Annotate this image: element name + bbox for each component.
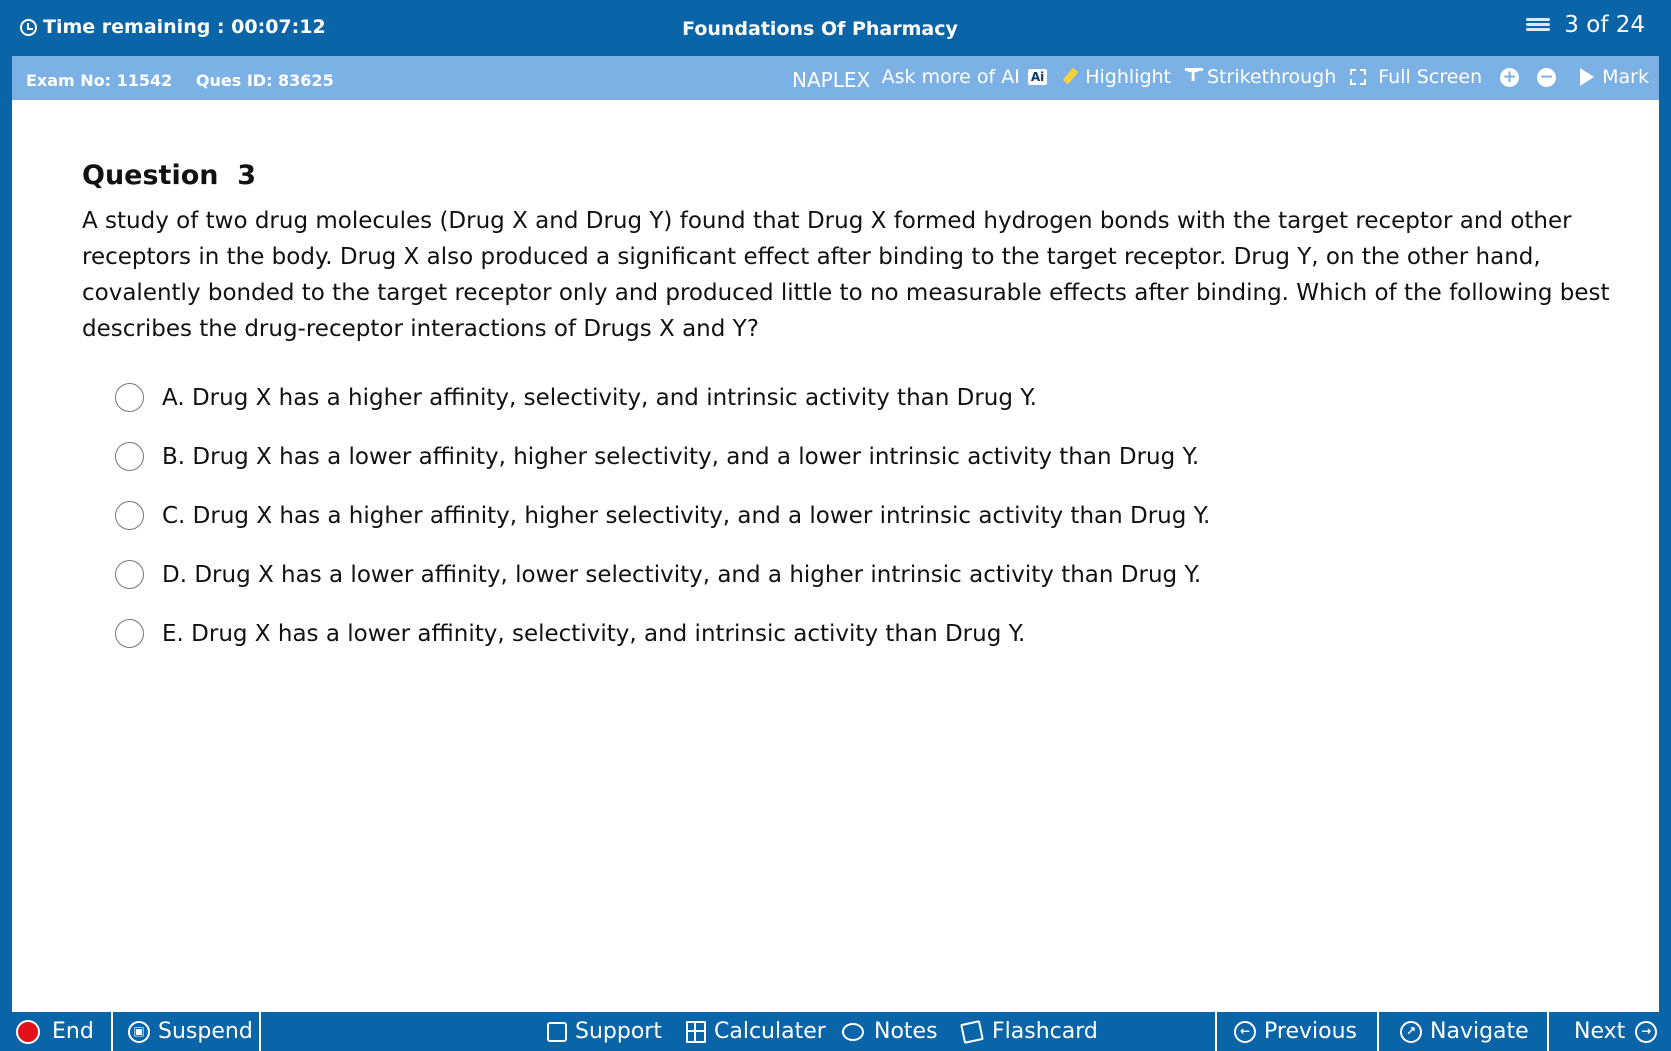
end-button[interactable] [16, 1012, 94, 1051]
mark-button[interactable] [1574, 66, 1649, 88]
question-title: Question 3 [82, 160, 257, 191]
next-label: Next [1574, 1019, 1626, 1044]
answer-option-e[interactable] [115, 604, 1210, 663]
question-text: A study of two drug molecules (Drug X and Drug Y) found that Drug X formed hydrogen bonds with the target receptor and other receptors in the body. Drug X also produced a significant effect after binding to the target receptor. Drug Y, on the other hand, covalently bonded to the target receptor only and produced little to no measurable effects after binding. Which of the following best describes the drug-receptor interactions of Drugs X and Y? [82, 208, 1610, 342]
question-progress: 3 of 24 [1564, 12, 1645, 38]
arrow-right-icon: → [1635, 1021, 1657, 1043]
flashcard-button[interactable] [962, 1012, 1098, 1051]
top-bar [0, 0, 1671, 56]
option-label-b: B. Drug X has a lower affinity, higher selectivity, and a lower intrinsic activity than Drug Y. [162, 443, 1200, 470]
radio-e[interactable] [115, 619, 144, 648]
calculator-icon [686, 1021, 706, 1043]
notes-button[interactable] [842, 1012, 938, 1051]
suspend-label: Suspend [158, 1019, 253, 1044]
question-list-icon[interactable] [1526, 16, 1552, 34]
exam-number: Exam No: 11542 [26, 71, 173, 90]
radio-a[interactable] [115, 383, 144, 412]
answer-option-a[interactable] [115, 368, 1210, 427]
strikethrough-label: Strikethrough [1207, 66, 1337, 88]
timer-label: Time remaining : 00:07:12 [43, 16, 326, 38]
zoom-in-button[interactable]: + [1500, 68, 1519, 87]
ai-icon: Ai [1028, 69, 1047, 85]
answer-option-c[interactable] [115, 486, 1210, 545]
divider [259, 1012, 261, 1051]
highlight-button[interactable] [1061, 66, 1171, 88]
support-label: Support [575, 1019, 662, 1044]
support-icon [547, 1022, 567, 1042]
flashcard-icon [960, 1020, 984, 1044]
pause-icon: ▣ [128, 1021, 150, 1043]
stop-icon [16, 1020, 40, 1044]
radio-c[interactable] [115, 501, 144, 530]
answer-options [115, 368, 1210, 663]
mark-label: Mark [1602, 66, 1649, 88]
question-panel [12, 100, 1659, 1012]
full-screen-label: Full Screen [1378, 66, 1483, 88]
divider [1377, 1012, 1379, 1051]
option-label-a: A. Drug X has a higher affinity, selectivity, and intrinsic activity than Drug Y. [162, 384, 1037, 411]
highlighter-icon [1061, 68, 1081, 86]
question-counter [1526, 12, 1645, 38]
radio-d[interactable] [115, 560, 144, 589]
end-label: End [52, 1019, 94, 1044]
divider [1547, 1012, 1549, 1051]
navigate-button[interactable] [1400, 1012, 1529, 1051]
radio-b[interactable] [115, 442, 144, 471]
strikethrough-icon [1185, 68, 1203, 86]
next-button[interactable] [1574, 1012, 1665, 1051]
previous-label: Previous [1264, 1019, 1357, 1044]
option-label-c: C. Drug X has a higher affinity, higher selectivity, and a lower intrinsic activity than Drug Y. [162, 502, 1211, 529]
compass-icon: ↗ [1400, 1021, 1422, 1043]
option-label-e: E. Drug X has a lower affinity, selectivity, and intrinsic activity than Drug Y. [162, 620, 1026, 647]
divider [1215, 1012, 1217, 1051]
previous-button[interactable] [1234, 1012, 1357, 1051]
calculator-button[interactable] [686, 1012, 826, 1051]
exam-meta [26, 71, 352, 90]
flashcard-label: Flashcard [992, 1019, 1098, 1044]
tools [868, 66, 1649, 88]
question-id: Ques ID: 83625 [195, 71, 334, 90]
full-screen-button[interactable] [1350, 66, 1482, 88]
full-screen-icon [1350, 69, 1366, 85]
notes-label: Notes [874, 1019, 938, 1044]
bottom-bar [12, 1012, 1659, 1051]
option-label-d: D. Drug X has a lower affinity, lower selectivity, and a higher intrinsic activity than Drug Y. [162, 561, 1202, 588]
zoom-out-button[interactable]: − [1537, 68, 1556, 87]
exam-title: Foundations Of Pharmacy [682, 18, 958, 40]
notes-icon [842, 1023, 864, 1041]
divider [111, 1012, 113, 1051]
strikethrough-button[interactable] [1185, 66, 1336, 88]
support-button[interactable] [547, 1012, 662, 1051]
ask-ai-label: Ask more of AI [881, 66, 1020, 88]
exam-type: NAPLEX [792, 68, 871, 92]
ask-ai-button[interactable] [882, 66, 1048, 88]
tool-bar [12, 56, 1659, 100]
navigate-label: Navigate [1430, 1019, 1529, 1044]
arrow-left-icon: ← [1234, 1021, 1256, 1043]
calculator-label: Calculater [714, 1019, 826, 1044]
flag-icon [1580, 68, 1594, 86]
answer-option-b[interactable] [115, 427, 1210, 486]
highlight-label: Highlight [1085, 66, 1171, 88]
answer-option-d[interactable] [115, 545, 1210, 604]
suspend-button[interactable] [128, 1012, 253, 1051]
